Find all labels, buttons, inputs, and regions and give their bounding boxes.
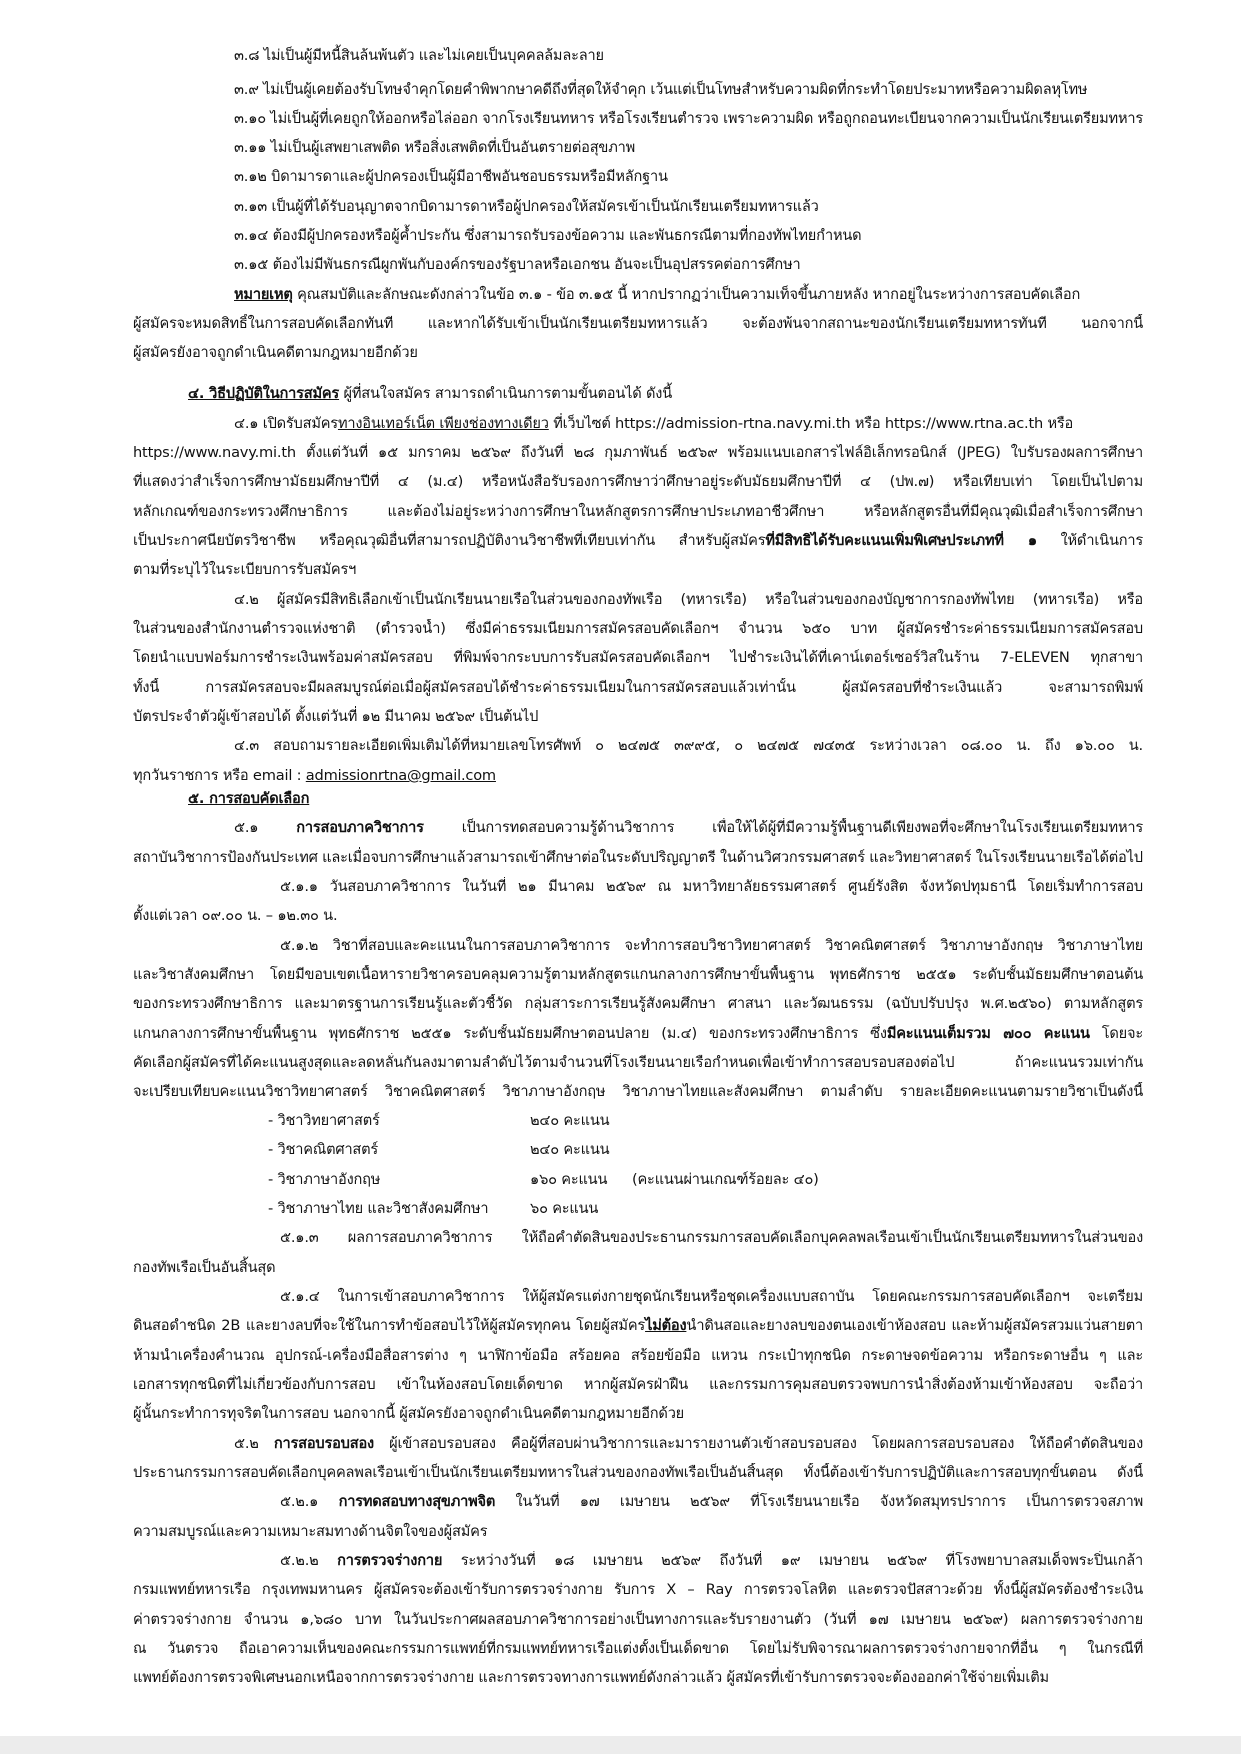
item-4-1-line-3: ที่แสดงว่าสำเร็จการศึกษามัธยมศึกษาปีที่ ๔ (ม.๔) หรือหนังสือรับรองการศึกษาว่าศึกษาอยู่ระดับมัธยมศึกษาปีที่ ๔ (ปพ.๗) หรือเทียบเท่า โดยเป็นไปตาม xyxy=(133,473,1143,490)
section-4-title: ๔. วิธีปฏิบัติในการสมัคร xyxy=(188,385,340,402)
qualification-3-13: ๓.๑๓ เป็นผู้ที่ได้รับอนุญาตจากบิดามารดาหรือผู้ปกครองให้สมัครเข้าเป็นนักเรียนเตรียมทหารแล้ว xyxy=(234,198,819,215)
item-4-1-line-2: https://www.navy.mi.th ตั้งแต่วันที่ ๑๕ มกราคม ๒๕๖๙ ถึงวันที่ ๒๘ กุมภาพันธ์ ๒๕๖๙ พร้อมแนบเอกสารไฟล์อิเล็กทรอนิกส์ (JPEG) ใบรับรองผลการศึกษา xyxy=(133,444,1143,461)
second-round-title: การสอบรอบสอง xyxy=(273,1435,374,1452)
item-5-2-2-line-3: ค่าตรวจร่างกาย จำนวน ๑,๖๘๐ บาท ในวันประกาศผลสอบภาควิชาการอย่างเป็นทางการและรับรายงานตัว (วันที่ ๑๗ เมษายน ๒๕๖๙) ผลการตรวจร่างกาย xyxy=(133,1611,1143,1628)
subject-thai-social: - วิชาภาษาไทย และวิชาสังคมศึกษา xyxy=(268,1200,489,1217)
item-5-1-4-line-2a: ดินสอดำชนิด 2B และยางลบที่จะใช้ในการทำข้อสอบไว้ให้ผู้สมัครทุกคน โดยผู้สมัคร xyxy=(133,1317,646,1334)
item-4-1-line-6: ตามที่ระบุไว้ในระเบียบการรับสมัครฯ xyxy=(133,561,357,578)
item-4-1-line-5a: เป็นประกาศนียบัตรวิชาชีพ หรือคุณวุฒิอื่นที่สามารถปฏิบัติงานวิชาชีพที่เทียบเท่ากัน สำหรับผู้สมัคร xyxy=(133,532,766,549)
item-5-2-2-text: ระหว่างวันที่ ๑๘ เมษายน ๒๕๖๙ ถึงวันที่ ๑๙ เมษายน ๒๕๖๙ ที่โรงพยาบาลสมเด็จพระปิ่นเกล้า xyxy=(442,1552,1143,1569)
contact-email-link[interactable]: admissionrtna@gmail.com xyxy=(305,767,496,784)
qualification-3-10: ๓.๑๐ ไม่เป็นผู้ที่เคยถูกให้ออกหรือไล่ออก จากโรงเรียนทหาร หรือโรงเรียนตำรวจ เพราะความผิด หรือถูกถอนทะเบียนจากความเป็นนักเรียนเตรียมทหาร xyxy=(234,110,1144,127)
item-4-1-prefix: ๔.๑ เปิดรับสมัคร xyxy=(234,415,338,432)
item-4-3-line-2 xyxy=(133,766,496,786)
note-label: หมายเหตุ xyxy=(234,286,293,303)
score-math: ๒๔๐ คะแนน xyxy=(530,1141,610,1158)
qualification-3-14: ๓.๑๔ ต้องมีผู้ปกครองหรือผู้ค้ำประกัน ซึ่งสามารถรับรองข้อความ และพันธกรณีตามที่กองทัพไทยกำหนด xyxy=(234,227,862,244)
item-5-2-2-line-4: ณ วันตรวจ ถือเอาความเห็นของคณะกรรมการแพทย์ที่กรมแพทย์ทหารเรือแต่งตั้งเป็นเด็ดขาด โดยไม่รับพิจารณาผลการตรวจร่างกายจากที่อื่น ๆ ในกรณีที่ xyxy=(133,1640,1143,1657)
item-5-1-line-2: สถาบันวิชาการป้องกันประเทศ และเมื่อจบการศึกษาแล้วสามารถเข้าศึกษาต่อในระดับปริญญาตรี ในด้านวิศวกรรมศาสตร์ และวิทยาศาสตร์ ในโรงเรียนนายเรือได้ต่อไป xyxy=(133,849,1143,866)
item-5-1-4-line-4: เอกสารทุกชนิดที่ไม่เกี่ยวข้องกับการสอบ เข้าในห้องสอบโดยเด็ดขาด หากผู้สมัครฝ่าฝืน และกรรมการคุมสอบตรวจพบการนำสิ่งต้องห้ามเข้าห้องสอบ จะถือว่า xyxy=(133,1376,1143,1393)
item-5-1-line-1 xyxy=(234,818,1143,838)
score-thai-social: ๖๐ คะแนน xyxy=(530,1200,599,1217)
item-4-2-line-2: ในส่วนของสำนักงานตำรวจแห่งชาติ (ตำรวจน้ำ) ซึ่งมีค่าธรรมเนียมการสมัครสอบคัดเลือกฯ จำนวน ๖๕๐ บาท ผู้สมัครชำระค่าธรรมเนียมการสมัครสอบ xyxy=(133,620,1143,637)
total-score-text: มีคะแนนเต็มรวม ๗๐๐ คะแนน xyxy=(886,1025,1090,1042)
note-text: คุณสมบัติและลักษณะดังกล่าวในข้อ ๓.๑ - ข้อ ๓.๑๕ นี้ หากปรากฏว่าเป็นความเท็จขึ้นภายหลัง หากอยู่ในระหว่างการสอบคัดเลือก xyxy=(292,286,1081,303)
item-5-1-2-line-6: จะเปรียบเทียบคะแนนวิชาวิทยาศาสตร์ วิชาคณิตศาสตร์ วิชาภาษาอังกฤษ วิชาภาษาไทยและสังคมศึกษา ตามลำดับ รายละเอียดคะแนนตามรายวิชาเป็นดังนี้ xyxy=(133,1083,1143,1100)
item-5-1-2-line-2: และวิชาสังคมศึกษา โดยมีขอบเขตเนื้อหารายวิชาครอบคลุมความรู้ตามหลักสูตรแกนกลางการศึกษาขั้นพื้นฐาน พุทธศักราช ๒๕๕๑ ระดับชั้นมัธยมศึกษาตอนต้น xyxy=(133,966,1143,983)
item-4-1-line-5c: ให้ดำเนินการ xyxy=(1036,532,1143,549)
item-5-2-1-line-1 xyxy=(280,1492,1143,1512)
item-4-1-line-4: หลักเกณฑ์ของกระทรวงศึกษาธิการ และต้องไม่อยู่ระหว่างการศึกษาในหลักสูตรการศึกษาประเภทอาชีวศึกษา หรือหลักสูตรอื่นที่มีคุณวุฒิเมื่อสำเร็จการศึกษา xyxy=(133,503,1143,520)
item-4-3-line-1: ๔.๓ สอบถามรายละเอียดเพิ่มเติมได้ที่หมายเลขโทรศัพท์ ๐ ๒๔๗๕ ๓๙๙๕, ๐ ๒๔๗๕ ๗๔๓๕ ระหว่างเวลา ๐๘.๐๐ น. ถึง ๑๖.๐๐ น. xyxy=(234,737,1143,754)
item-5-2-text: ผู้เข้าสอบรอบสอง คือผู้ที่สอบผ่านวิชาการและมารายงานตัวเข้าสอบรอบสอง โดยผลการสอบรอบสอง ให้ถือคำตัดสินของ xyxy=(373,1435,1143,1452)
item-5-2-2-line-2: กรมแพทย์ทหารเรือ กรุงเทพมหานคร ผู้สมัครจะต้องเข้ารับการตรวจร่างกาย รับการ X – Ray การตรวจโลหิต และตรวจปัสสาวะด้วย ทั้งนี้ผู้สมัครต้องชำระเงิน xyxy=(133,1581,1143,1598)
item-5-1-2-line-5: คัดเลือกผู้สมัครที่ได้คะแนนสูงสุดและลดหลั่นกันลงมาตามลำดับไว้ตามจำนวนที่โรงเรียนนายเรือกำหนดเพื่อเข้าทำการสอบรอบสองต่อไป ถ้าคะแนนรวมเท่ากัน xyxy=(133,1054,1143,1071)
item-5-1-2-line-4c: โดยจะ xyxy=(1089,1025,1143,1042)
item-5-1-2-line-4a: แกนกลางการศึกษาขั้นพื้นฐาน พุทธศักราช ๒๕๕๑ ระดับชั้นมัธยมศึกษาตอนปลาย (ม.๔) ของกระทรวงศึกษาธิการ ซึ่ง xyxy=(133,1025,887,1042)
section-4-heading xyxy=(188,384,672,404)
section-4-intro: ผู้ที่สนใจสมัคร สามารถดำเนินการตามขั้นตอนได้ ดังนี้ xyxy=(339,385,672,402)
item-5-1-number: ๕.๑ xyxy=(234,819,297,836)
item-5-1-4-line-3: ห้ามนำเครื่องคำนวณ อุปกรณ์-เครื่องมือสื่อสารต่าง ๆ นาฬิกาข้อมือ สร้อยคอ สร้อยข้อมือ แหวน กระเป๋าทุกชนิด กระดาษจดข้อความ หรือกระดาษอื่น ๆ และ xyxy=(133,1347,1143,1364)
physical-exam-title: การตรวจร่างกาย xyxy=(337,1552,443,1569)
section-5-heading: ๕. การสอบคัดเลือก xyxy=(188,790,310,807)
qualification-3-15: ๓.๑๕ ต้องไม่มีพันธกรณีผูกพันกับองค์กรของรัฐบาลหรือเอกชน อันจะเป็นอุปสรรคต่อการศึกษา xyxy=(234,256,801,273)
internet-channel-text: ทางอินเทอร์เน็ต เพียงช่องทางเดียว xyxy=(337,415,549,432)
item-5-2-line-2: ประธานกรรมการสอบคัดเลือกบุคคลพลเรือนเข้าเป็นนักเรียนเตรียมทหารในส่วนของกองทัพเรือเป็นอันสิ้นสุด ทั้งนี้ต้องเข้ารับการปฏิบัติและการสอบทุกขั้นตอน ดังนี้ xyxy=(133,1464,1143,1481)
subject-science: - วิชาวิทยาศาสตร์ xyxy=(268,1112,380,1129)
item-5-2-1-number: ๕.๒.๑ xyxy=(280,1493,339,1510)
qualification-3-8: ๓.๘ ไม่เป็นผู้มีหนี้สินล้นพ้นตัว และไม่เคยเป็นบุคคลล้มละลาย xyxy=(234,47,604,64)
contact-prefix: ทุกวันราชการ หรือ email : xyxy=(133,767,306,784)
subject-english: - วิชาภาษาอังกฤษ xyxy=(268,1171,381,1188)
special-score-text: ที่มีสิทธิได้รับคะแนนเพิ่มพิเศษประเภทที่ ๑ xyxy=(765,532,1037,549)
item-5-1-text: เป็นการทดสอบความรู้ด้านวิชาการ เพื่อให้ได้ผู้ที่มีความรู้พื้นฐานดีเพียงพอที่จะศึกษาในโรงเรียนเตรียมทหาร xyxy=(423,819,1143,836)
item-5-1-4-line-2c: นำดินสอและยางลบของตนเองเข้าห้องสอบ และห้ามผู้สมัครสวมแว่นสายตา xyxy=(686,1317,1143,1334)
item-5-1-3-line-2: กองทัพเรือเป็นอันสิ้นสุด xyxy=(133,1259,276,1276)
website-list: ที่เว็บไซต์ https://admission-rtna.navy.mi.th หรือ https://www.rtna.ac.th หรือ xyxy=(548,415,1074,432)
item-4-1-line-5 xyxy=(133,531,1143,551)
item-5-1-2-line-1: ๕.๑.๒ วิชาที่สอบและคะแนนในการสอบภาควิชาการ จะทำการสอบวิชาวิทยาศาสตร์ วิชาคณิตศาสตร์ วิชาภาษาอังกฤษ วิชาภาษาไทย xyxy=(280,937,1143,954)
score-science: ๒๔๐ คะแนน xyxy=(530,1112,610,1129)
note-line-3: ผู้สมัครยังอาจถูกดำเนินคดีตามกฎหมายอีกด้วย xyxy=(133,344,418,361)
page-bottom-edge xyxy=(0,1736,1241,1754)
item-5-1-3-line-1: ๕.๑.๓ ผลการสอบภาควิชาการ ให้ถือคำตัดสินของประธานกรรมการสอบคัดเลือกบุคคลพลเรือนเข้าเป็นนักเรียนเตรียมทหารในส่วนของ xyxy=(280,1229,1143,1246)
mental-health-title: การทดสอบทางสุขภาพจิต xyxy=(338,1493,496,1510)
item-5-2-number: ๕.๒ xyxy=(234,1435,274,1452)
academic-exam-title: การสอบภาควิชาการ xyxy=(296,819,424,836)
item-5-2-line-1 xyxy=(234,1434,1143,1454)
qualification-3-11: ๓.๑๑ ไม่เป็นผู้เสพยาเสพติด หรือสิ่งเสพติดที่เป็นอันตรายต่อสุขภาพ xyxy=(234,139,636,156)
item-5-1-4-line-2 xyxy=(133,1316,1143,1336)
item-5-2-1-line-2: ความสมบูรณ์และความเหมาะสมทางด้านจิตใจของผู้สมัคร xyxy=(133,1523,488,1540)
item-4-2-line-5: บัตรประจำตัวผู้เข้าสอบได้ ตั้งแต่วันที่ ๑๒ มีนาคม ๒๕๖๙ เป็นต้นไป xyxy=(133,708,539,725)
item-5-2-2-line-5: แพทย์ต้องการตรวจพิเศษนอกเหนือจากการตรวจร่างกาย และการตรวจทางการแพทย์ดังกล่าวแล้ว ผู้สมัครที่เข้ารับการตรวจจะต้องออกค่าใช้จ่ายเพิ่มเติม xyxy=(133,1669,1049,1686)
qualification-3-12: ๓.๑๒ บิดามารดาและผู้ปกครองเป็นผู้มีอาชีพอันชอบธรรมหรือมีหลักฐาน xyxy=(234,168,668,185)
item-5-1-2-line-3: ของกระทรวงศึกษาธิการ และมาตรฐานการเรียนรู้และตัวชี้วัด กลุ่มสาระการเรียนรู้สังคมศึกษา ศาสนา และวัฒนธรรม (ฉบับปรับปรุง พ.ศ.๒๕๖๐) ตามหลักสูตร xyxy=(133,995,1143,1012)
item-5-1-1-line-1: ๕.๑.๑ วันสอบภาควิชาการ ในวันที่ ๒๑ มีนาคม ๒๕๖๙ ณ มหาวิทยาลัยธรรมศาสตร์ ศูนย์รังสิต จังหวัดปทุมธานี โดยเริ่มทำการสอบ xyxy=(280,878,1143,895)
note-line-1 xyxy=(234,285,1080,305)
item-5-1-2-line-4 xyxy=(133,1024,1143,1044)
note-line-2: ผู้สมัครจะหมดสิทธิ์ในการสอบคัดเลือกทันที และหากได้รับเข้าเป็นนักเรียนเตรียมทหารแล้ว จะต้องพ้นจากสถานะของนักเรียนเตรียมทหารทันที นอกจากนี้ xyxy=(133,315,1143,332)
item-4-2-line-4: ทั้งนี้ การสมัครสอบจะมีผลสมบูรณ์ต่อเมื่อผู้สมัครสอบได้ชำระค่าธรรมเนียมในการสมัครสอบแล้วเท่านั้น ผู้สมัครสอบที่ชำระเงินแล้ว จะสามารถพิมพ์ xyxy=(133,679,1143,696)
item-5-1-4-line-5: ผู้นั้นกระทำการทุจริตในการสอบ นอกจากนี้ ผู้สมัครยังอาจถูกดำเนินคดีตามกฎหมายอีกด้วย xyxy=(133,1405,685,1422)
item-4-2-line-3: โดยนำแบบฟอร์มการชำระเงินพร้อมค่าสมัครสอบ ที่พิมพ์จากระบบการรับสมัครสอบคัดเลือกฯ ไปชำระเงินได้ที่เคาน์เตอร์เซอร์วิสในร้าน 7-ELEVEN ทุกสาขา xyxy=(133,649,1143,666)
item-5-1-1-line-2: ตั้งแต่เวลา ๐๙.๐๐ น. – ๑๒.๓๐ น. xyxy=(133,907,338,924)
english-pass-criteria: (คะแนนผ่านเกณฑ์ร้อยละ ๔๐) xyxy=(632,1171,819,1188)
item-5-2-2-number: ๕.๒.๒ xyxy=(280,1552,338,1569)
subject-math: - วิชาคณิตศาสตร์ xyxy=(268,1141,379,1158)
qualification-3-9: ๓.๙ ไม่เป็นผู้เคยต้องรับโทษจำคุกโดยคำพิพากษาคดีถึงที่สุดให้จำคุก เว้นแต่เป็นโทษสำหรับความผิดที่กระทำโดยประมาทหรือความผิดลหุโทษ xyxy=(234,81,1088,98)
item-5-1-4-line-1: ๕.๑.๔ ในการเข้าสอบภาควิชาการ ให้ผู้สมัครแต่งกายชุดนักเรียนหรือชุดเครื่องแบบสถาบัน โดยคณะกรรมการสอบคัดเลือกฯ จะเตรียม xyxy=(280,1288,1143,1305)
not-required-text: ไม่ต้อง xyxy=(645,1317,687,1334)
item-4-2-line-1: ๔.๒ ผู้สมัครมีสิทธิเลือกเข้าเป็นนักเรียนนายเรือในส่วนของกองทัพเรือ (ทหารเรือ) หรือในส่วนของกองบัญชาการกองทัพไทย (ทหารเรือ) หรือ xyxy=(234,591,1143,608)
item-5-2-2-line-1 xyxy=(280,1551,1143,1571)
item-4-1-line-1 xyxy=(234,414,1073,434)
score-english: ๑๖๐ คะแนน xyxy=(530,1171,608,1188)
item-5-2-1-text: ในวันที่ ๑๗ เมษายน ๒๕๖๙ ที่โรงเรียนนายเรือ จังหวัดสมุทรปราการ เป็นการตรวจสภาพ xyxy=(495,1493,1143,1510)
